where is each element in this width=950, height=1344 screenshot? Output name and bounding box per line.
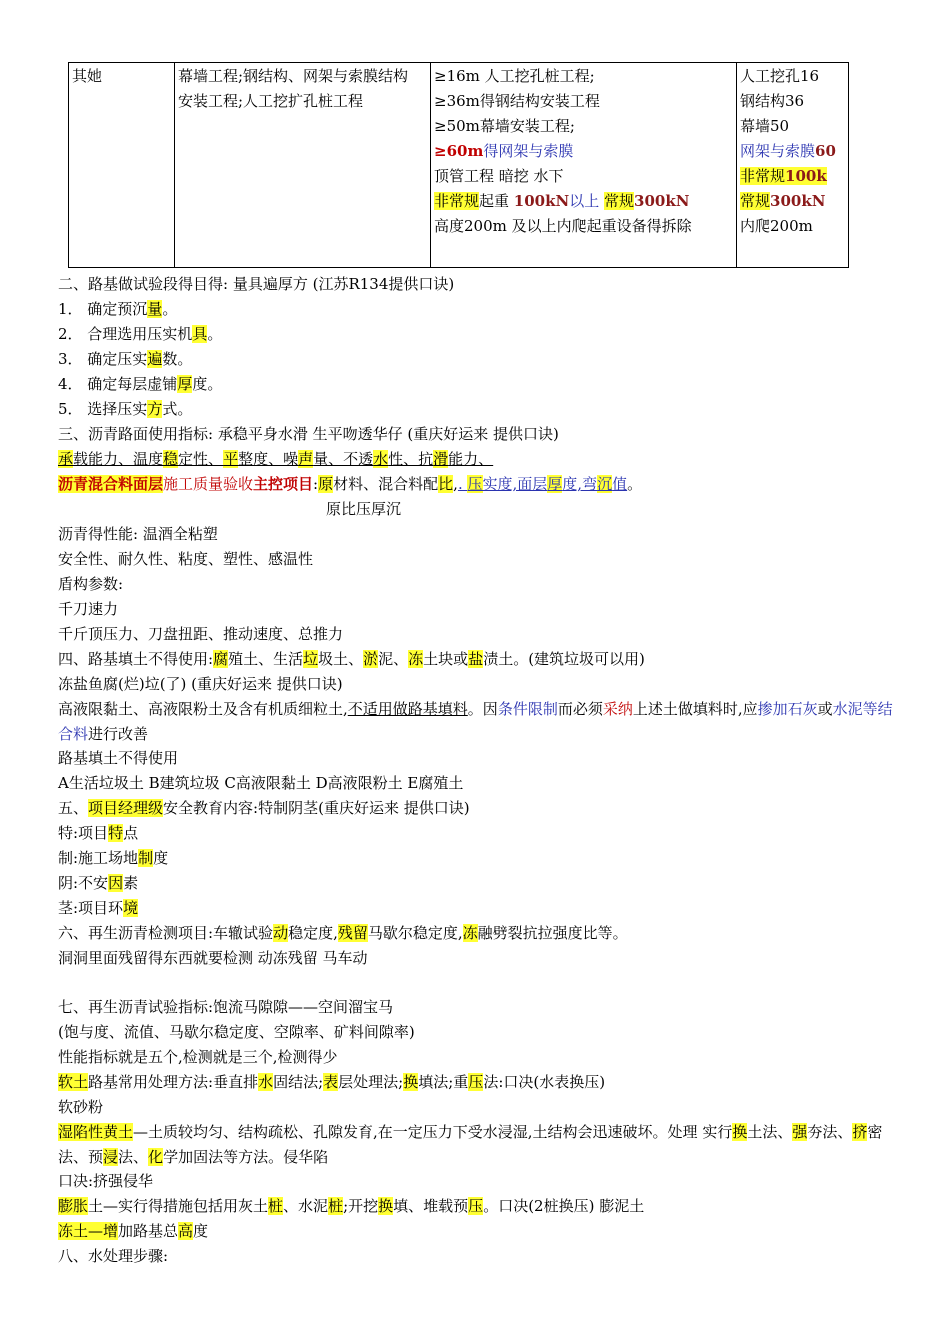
section-7-parenthetical: (饱与度、流值、马歇尔稳定度、空隙率、矿料间隙率) — [58, 1023, 415, 1041]
item-key: 湿陷性黄土 — [58, 1123, 134, 1141]
item-text: 不适用做路基填料 — [347, 700, 468, 718]
cell-line — [434, 189, 734, 214]
section-5-title — [58, 797, 470, 819]
item-key: 原 — [318, 475, 334, 493]
section-7-title: 七、再生沥青试验指标:饱流马隙隙——空间溜宝马 — [58, 998, 394, 1016]
item-text: 度 — [193, 1222, 209, 1240]
question-options: A生活垃圾土 B建筑垃圾 C高液限黏土 D高液限粉土 E腐殖土 — [58, 774, 464, 792]
item-key: 制 — [138, 849, 154, 867]
item-text: 能力、 — [448, 450, 494, 468]
item-key: 沥青混合料面层 — [58, 475, 164, 493]
cell-text: 以上 — [569, 192, 604, 210]
item-key: 软土 — [58, 1073, 89, 1091]
cell-text: 索膜 — [543, 142, 574, 160]
item-text: 定性、 — [178, 450, 224, 468]
item-text: 。 — [207, 325, 223, 343]
item-key: 压 — [467, 475, 483, 493]
item-key: 因 — [108, 874, 124, 892]
loess-paragraph — [58, 1120, 896, 1170]
section-6-title — [58, 922, 628, 944]
list-item — [58, 298, 177, 320]
item-key: 平 — [223, 450, 239, 468]
item-key: 水 — [258, 1073, 274, 1091]
item-key: 水 — [373, 450, 389, 468]
item-key: 厚 — [177, 375, 193, 393]
list-item — [58, 373, 222, 395]
cell-text: 高度200m 及以上内爬起重设备得拆除 — [434, 217, 692, 235]
cell-text: ≥36m得钢结构安装工程 — [434, 92, 600, 110]
item-text: 点 — [123, 824, 139, 842]
item-key: 动 — [273, 924, 289, 942]
item-text: 量、不透 — [313, 450, 374, 468]
cell-text: 幕墙工程;钢结构、网架与索膜结构 — [178, 67, 409, 85]
item-key: 境 — [123, 899, 139, 917]
item-text: . — [457, 475, 468, 493]
table-cell-criteria — [431, 63, 737, 268]
cell-line — [740, 164, 846, 189]
cell-line — [740, 139, 846, 164]
item-text: 、水泥 — [283, 1197, 329, 1215]
item-key: 残留 — [337, 924, 368, 942]
item-text: 高液限黏土、高液限粉土及含有机质细粒土, — [58, 700, 348, 718]
item-text: 特:项目 — [58, 824, 109, 842]
shield-list: 千斤顶压力、刀盘扭距、推动速度、总推力 — [58, 625, 344, 643]
item-text: 度。 — [192, 375, 223, 393]
cell-text: 内爬200m — [740, 217, 813, 235]
table-row — [69, 63, 849, 268]
expansive-soil-line — [58, 1195, 644, 1217]
item-text: 马歇尔稳定度, — [367, 924, 463, 942]
item-key: 稳 — [163, 450, 179, 468]
item-text: 四、路基填土不得使用: — [58, 650, 214, 668]
cell-text: 100kN — [513, 192, 570, 210]
table-cell-mnemonic — [737, 63, 849, 268]
cell-text: 安装工程;人工挖扩孔桩工程 — [178, 92, 364, 110]
mnemonic-text: 原比压厚沉 — [326, 500, 402, 518]
item-text: 制:施工场地 — [58, 849, 139, 867]
item-key: 方 — [147, 400, 163, 418]
cell-text: 钢结构36 — [740, 92, 805, 110]
control-items-line — [58, 473, 642, 495]
item-text: —土质较均匀、结构疏松、孔隙发育,在一定压力下受水浸湿,土结构会迅速破坏。处理 实行 — [133, 1123, 733, 1141]
cell-text: 索膜 — [785, 142, 816, 160]
item-text: 5． 选择压实 — [58, 400, 148, 418]
item-text: 泥、 — [378, 650, 409, 668]
item-text: 上述土做填料时,应 — [632, 700, 758, 718]
section-3-title: 三、沥青路面使用指标: 承稳平身水滑 生平吻透华仔 (重庆好运来 提供口诀) — [58, 425, 559, 443]
item-text: 固结法; — [273, 1073, 324, 1091]
list-item — [58, 398, 192, 420]
item-key: 声 — [298, 450, 314, 468]
item-key: 盐 — [468, 650, 484, 668]
item-key: 换 — [403, 1073, 419, 1091]
item-text: 加路基总 — [118, 1222, 179, 1240]
section-6-mnemonic: 洞洞里面残留得东西就要检测 动冻残留 马车动 — [58, 949, 368, 967]
asphalt-list: 安全性、耐久性、粘度、塑性、感温性 — [58, 550, 314, 568]
item-text: 实度,面层 — [482, 475, 548, 493]
item-text: 填、堆载预 — [393, 1197, 469, 1215]
item-key: 浸 — [103, 1148, 119, 1166]
cell-text: 300kN — [634, 192, 690, 210]
item-text: 。 — [162, 300, 178, 318]
item-key: 腐 — [213, 650, 229, 668]
cell-text: 非常规 — [740, 167, 786, 185]
item-text: 夯法、 — [807, 1123, 853, 1141]
item-key: 项目经理级 — [88, 799, 164, 817]
item-text: 。口决(2桩换压) 膨泥土 — [483, 1197, 645, 1215]
item-text: 融劈裂抗拉强度比等。 — [477, 924, 628, 942]
item-text: 土—实行得措施包括用灰土 — [88, 1197, 269, 1215]
item-text: 度,弯 — [562, 475, 598, 493]
item-text: 1． 确定预沉 — [58, 300, 148, 318]
item-text: 数。 — [162, 350, 193, 368]
item-text: 载能力、温度 — [73, 450, 164, 468]
item-key: 垃 — [303, 650, 319, 668]
cell-text: ≥16m 人工挖孔桩工程; — [434, 67, 595, 85]
item-key: 冻土—增 — [58, 1222, 119, 1240]
cell-text: 人工挖孔16 — [740, 67, 820, 85]
item-key: 承 — [58, 450, 74, 468]
cell-text: 幕墙50 — [740, 117, 790, 135]
project-table — [68, 62, 849, 268]
cell-text: 常规 — [604, 192, 635, 210]
item-text: 渍土。(建筑垃圾可以用) — [483, 650, 645, 668]
item-key: 沉 — [597, 475, 613, 493]
table-cell-scope — [175, 63, 431, 268]
cell-line — [434, 139, 734, 164]
cell-text: 60 — [815, 142, 836, 160]
item-key: 具 — [192, 325, 208, 343]
shield-title: 盾构参数: — [58, 575, 124, 593]
item-text: 采纳 — [602, 700, 633, 718]
item-text: 整度、噪 — [238, 450, 299, 468]
item-text: 度 — [153, 849, 169, 867]
item-text: 条件限制 — [497, 700, 558, 718]
section-8-title: 八、水处理步骤: — [58, 1247, 169, 1265]
question-title: 路基填土不得使用 — [58, 749, 179, 767]
item-text: 法:口决(水表换压) — [483, 1073, 606, 1091]
cell-line — [740, 189, 846, 214]
list-item — [58, 872, 138, 894]
item-text: 而必须 — [557, 700, 603, 718]
item-key: 滑 — [433, 450, 449, 468]
cell-text: 300kN — [770, 192, 826, 210]
section-4-paragraph — [58, 697, 896, 747]
item-text: 值 — [612, 475, 628, 493]
cell-text: 网架与 — [740, 142, 786, 160]
soft-soil-line — [58, 1071, 605, 1093]
list-item — [58, 897, 138, 919]
item-text: 茎:项目环 — [58, 899, 124, 917]
item-text: 掺加石灰 — [757, 700, 818, 718]
cell-text: 得网架与 — [483, 142, 544, 160]
item-text: 性、抗 — [388, 450, 434, 468]
shield-mnemonic: 千刀速力 — [58, 600, 119, 618]
item-key: 换 — [732, 1123, 748, 1141]
item-text: 或 — [817, 700, 833, 718]
item-key: 量 — [147, 300, 163, 318]
item-key: 冻 — [408, 650, 424, 668]
cell-text: 其她 — [72, 67, 103, 85]
cell-text: 起重 — [479, 192, 514, 210]
section-4-mnemonic: 冻盐鱼腐(烂)垃(了) (重庆好运来 提供口诀) — [58, 675, 343, 693]
loess-mnemonic: 口决:挤强侵华 — [58, 1172, 154, 1190]
item-text: 密法、预 — [58, 1123, 883, 1166]
item-text: 填法;重 — [418, 1073, 469, 1091]
item-key: 压 — [468, 1197, 484, 1215]
item-key: 厚 — [547, 475, 563, 493]
item-text: 稳定度, — [288, 924, 338, 942]
item-text: 素 — [123, 874, 139, 892]
section-4-title — [58, 648, 645, 670]
section-7-note: 性能指标就是五个,检测就是三个,检测得少 — [58, 1048, 338, 1066]
list-item — [58, 847, 168, 869]
item-text: 层处理法; — [338, 1073, 404, 1091]
list-item — [58, 348, 192, 370]
item-key: 特 — [108, 824, 124, 842]
item-text: 。因 — [467, 700, 498, 718]
item-key: 淤 — [363, 650, 379, 668]
item-text: 进行改善 — [88, 725, 149, 743]
item-text: 殖土、生活 — [228, 650, 304, 668]
item-text: : — [313, 475, 319, 493]
soft-soil-mnemonic: 软砂粉 — [58, 1098, 104, 1116]
item-text: 4． 确定每层虚铺 — [58, 375, 178, 393]
item-key: 桩 — [328, 1197, 344, 1215]
item-text: 安全教育内容:特制阴茎(重庆好运来 提供口诀) — [163, 799, 470, 817]
list-item — [58, 822, 138, 844]
item-key: 压 — [468, 1073, 484, 1091]
item-text: ;开挖 — [343, 1197, 379, 1215]
section-2-title: 二、路基做试验段得目得: 量具遍厚方 (江苏R134提供口诀) — [58, 275, 455, 293]
item-text: 学加固法等方法。侵华陷 — [163, 1148, 329, 1166]
item-key: 强 — [792, 1123, 808, 1141]
item-key: 挤 — [852, 1123, 868, 1141]
item-key: 化 — [148, 1148, 164, 1166]
item-text: 3． 确定压实 — [58, 350, 148, 368]
item-key: 冻 — [462, 924, 478, 942]
item-key: 高 — [178, 1222, 194, 1240]
item-text: 施工质量验收 — [163, 475, 254, 493]
asphalt-title: 沥青得性能: 温酒全粘塑 — [58, 525, 218, 543]
cell-text: 非常规 — [434, 192, 480, 210]
item-text: 土块或 — [423, 650, 469, 668]
item-key: 表 — [323, 1073, 339, 1091]
item-text: 阴:不安 — [58, 874, 109, 892]
item-text: 。 — [627, 475, 643, 493]
item-text: 法、 — [118, 1148, 149, 1166]
cell-text: 顶管工程 暗挖 水下 — [434, 167, 564, 185]
item-text: 五、 — [58, 799, 89, 817]
item-text: 六、再生沥青检测项目:车辙试验 — [58, 924, 274, 942]
item-text: , — [453, 475, 458, 493]
frozen-soil-line — [58, 1220, 208, 1242]
cell-text: ≥60m — [434, 142, 484, 160]
item-key: 比 — [438, 475, 454, 493]
cell-text: 常规 — [740, 192, 771, 210]
item-text: 2． 合理选用压实机 — [58, 325, 193, 343]
item-key: 换 — [378, 1197, 394, 1215]
item-text: 式。 — [162, 400, 193, 418]
item-text: 主控项目 — [253, 475, 314, 493]
item-text: 圾土、 — [318, 650, 364, 668]
item-key: 遍 — [147, 350, 163, 368]
item-text: 材料、混合料配 — [333, 475, 439, 493]
cell-text: ≥50m幕墙安装工程; — [434, 117, 575, 135]
cell-text: 100k — [785, 167, 827, 185]
item-text: 土法、 — [747, 1123, 793, 1141]
indicator-line — [58, 448, 493, 470]
table-cell-category — [69, 63, 175, 268]
item-key: 桩 — [268, 1197, 284, 1215]
item-text: 路基常用处理方法:垂直排 — [88, 1073, 259, 1091]
list-item — [58, 323, 222, 345]
item-key: 膨胀 — [58, 1197, 89, 1215]
item-text: 水泥等结合料 — [58, 700, 893, 743]
